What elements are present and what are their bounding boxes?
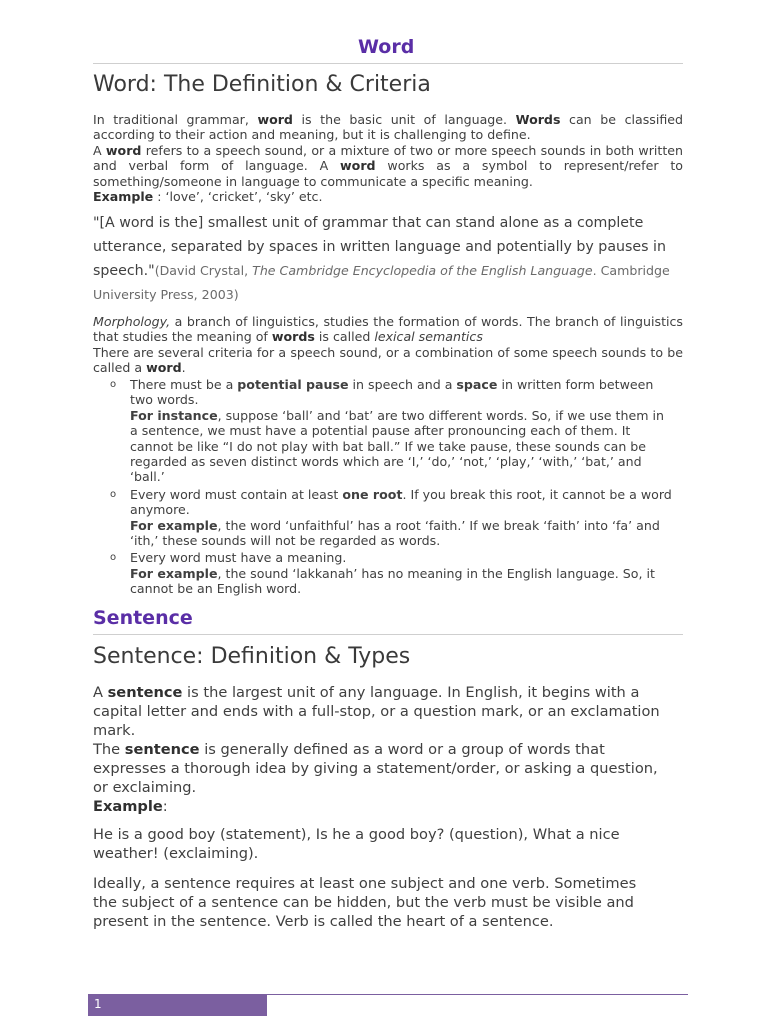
word-paragraph-2: A word refers to a speech sound, or a mixture of two or more speech sounds in both written and verbal form of language. A word works as a symbol to represent/refer to something/someone in language to communicate a specific meaning. — [93, 142, 683, 189]
morphology-paragraph: Morphology, a branch of linguistics, studies the formation of words. The branch of linguistics that studies the meaning of words is called lexical semantics — [93, 314, 683, 345]
heading-divider — [93, 634, 683, 635]
bullet-icon: o — [110, 488, 117, 500]
criteria-paragraph: There are several criteria for a speech sound, or a combination of some speech sounds to be called a word. — [93, 344, 683, 376]
sentence-example-label: Example: — [93, 798, 168, 815]
sentence-paragraph-3: Ideally, a sentence requires at least one subject and one verb. Sometimes the subject of a sentence can be hidden, but the verb must be visible and present in the sentence. Verb is called the heart of a sentence. — [93, 875, 637, 930]
list-item: o Every word must contain at least one root. If you break this root, it cannot be a word anymore. For example, the word ‘unfaithful’ has a root ‘faith.’ If we break ‘faith’ into ‘fa’ and ‘ith,’ these sounds will not be regarded as words. — [110, 486, 672, 549]
bullet-icon: o — [110, 552, 117, 564]
word-paragraph-1: In traditional grammar, word is the basic unit of language. Words can be classified according to their action and meaning, but it is challenging to define. — [93, 112, 683, 143]
footer-divider — [267, 994, 688, 995]
sentence-paragraph-1: A sentence is the largest unit of any language. In English, it begins with a capital letter and ends with a full-stop, or a question mark, or an exclamation mark. — [93, 684, 660, 739]
section-heading-word: Word — [358, 36, 415, 58]
page-number: 1 — [94, 997, 102, 1011]
page-title: Word: The Definition & Criteria — [93, 72, 431, 97]
criteria-list — [93, 377, 675, 597]
crystal-quote: "[A word is the] smallest unit of grammar that can stand alone as a complete utterance, separated by spaces in written language and potentially by pauses in speech."(David Crystal, The Cambridge Encyclopedia of the English Language. Cambridge University Press, 2003) — [93, 215, 670, 302]
section-title: Sentence: Definition & Types — [93, 644, 411, 669]
word-example: Example : ‘love’, ‘cricket’, ‘sky’ etc. — [93, 189, 323, 205]
heading-divider — [93, 63, 683, 64]
bullet-icon: o — [110, 379, 117, 390]
sentence-paragraph-2: The sentence is generally defined as a word or a group of words that expresses a thorough idea by giving a statement/order, or asking a question, or exclaiming. — [93, 741, 658, 796]
list-item: o There must be a potential pause in speech and a space in written form between two words. For instance, suppose ‘ball’ and ‘bat’ are two different words. So, if we use them in a sentence, we must have a potential pause after pronouncing each of them. It cannot be like “I do not play with bat ball.” If we take pause, these sounds can be regarded as seven distinct words which are ‘I,’ ‘do,’ ‘not,’ ‘play,’ ‘with,’ ‘bat,’ and ‘ball.’ — [110, 377, 664, 485]
sentence-example: He is a good boy (statement), Is he a good boy? (question), What a nice weather! (exclaiming). — [93, 826, 620, 862]
quote-citation: (David Crystal, The Cambridge Encyclopedia of the English Language. Cambridge University Press, 2003) — [93, 263, 670, 302]
section-heading-sentence: Sentence — [93, 607, 193, 629]
list-item: o Every word must have a meaning. For example, the sound ‘lakkanah’ has no meaning in the English language. So, it cannot be an English word. — [110, 550, 655, 597]
footer-page-bar — [88, 994, 267, 1016]
